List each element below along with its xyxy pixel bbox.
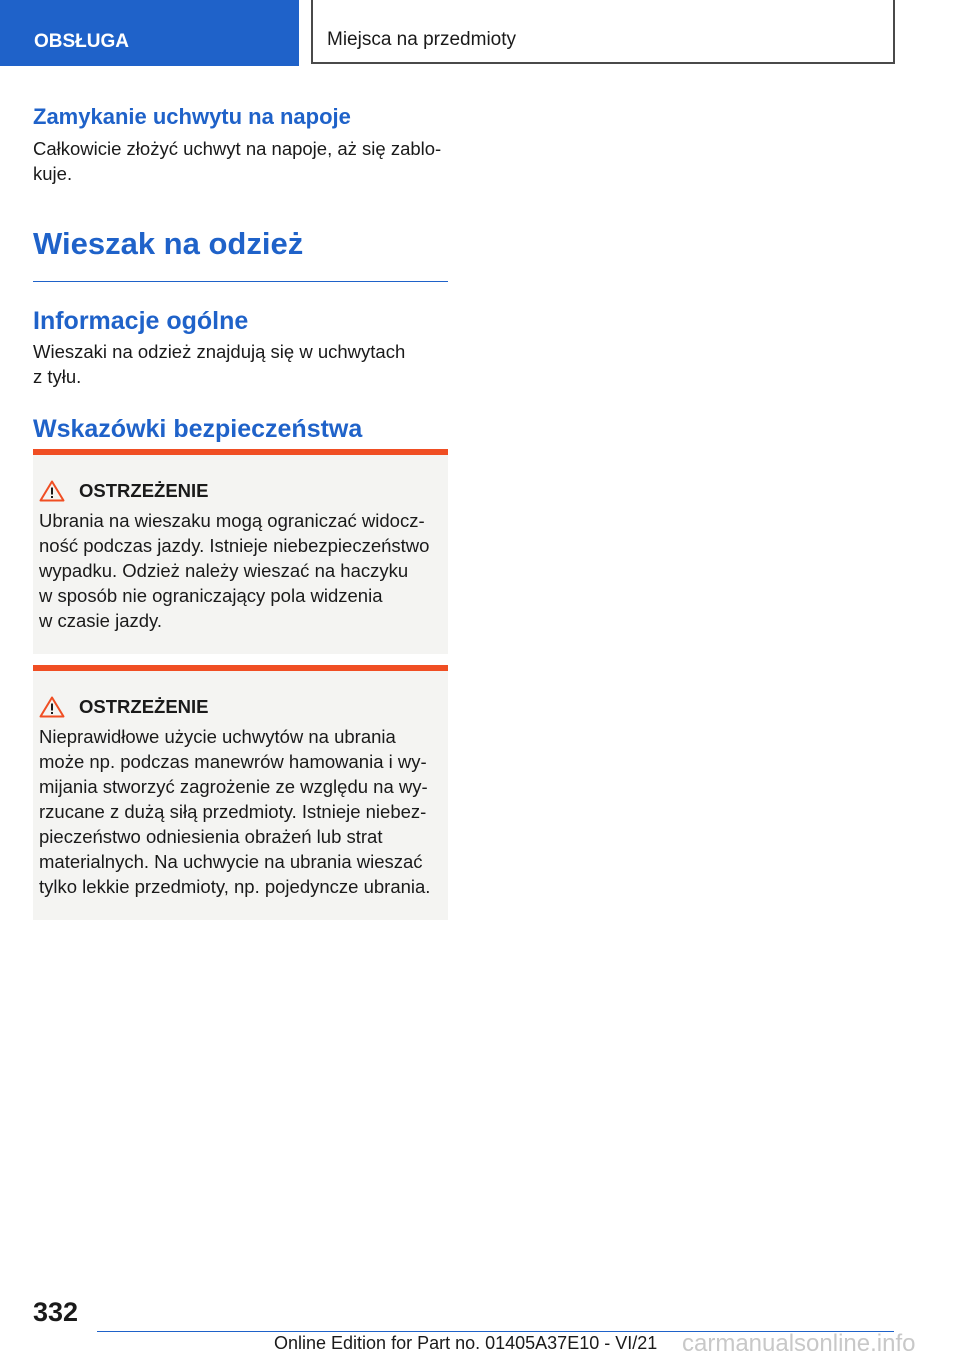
safety-heading: Wskazówki bezpieczeństwa bbox=[33, 415, 363, 443]
closing-line-1: Całkowicie złożyć uchwyt na napoje, aż się zablo- bbox=[33, 138, 442, 159]
main-heading: Wieszak na odzież bbox=[33, 226, 304, 261]
warning-line: w sposób nie ograniczający pola widzenia bbox=[39, 585, 383, 606]
warning-title: OSTRZEŻENIE bbox=[79, 696, 209, 717]
warning-title: OSTRZEŻENIE bbox=[79, 480, 209, 501]
info-line-1: Wieszaki na odzież znajdują się w uchwytach bbox=[33, 341, 406, 362]
edition-text: Online Edition for Part no. 01405A37E10 - VI/21 bbox=[274, 1333, 658, 1353]
chapter-title: Miejsca na przedmioty bbox=[311, 0, 895, 64]
warning-line: wypadku. Odzież należy wieszać na haczyku bbox=[39, 560, 409, 581]
warning-header bbox=[39, 477, 440, 505]
warning-line: Nieprawidłowe użycie uchwytów na ubrania bbox=[39, 726, 396, 747]
closing-heading: Zamykanie uchwytu na napoje bbox=[33, 104, 351, 129]
warning-line: pieczeństwo odniesienia obrażeń lub strat bbox=[39, 826, 383, 847]
warning-header bbox=[39, 693, 440, 721]
warning-line: mijania stworzyć zagrożenie ze względu na wy- bbox=[39, 776, 428, 797]
warning-text bbox=[39, 724, 440, 899]
warning-box-2 bbox=[33, 665, 448, 920]
warning-line: tylko lekkie przedmioty, np. pojedyncze ubrania. bbox=[39, 876, 431, 897]
page-number: 332 bbox=[33, 1297, 79, 1327]
warning-triangle-icon bbox=[39, 480, 65, 502]
closing-line-2: kuje. bbox=[33, 163, 73, 184]
warning-box-1 bbox=[33, 449, 448, 654]
closing-text bbox=[33, 136, 448, 186]
warning-line: Ubrania na wieszaku mogą ograniczać widocz- bbox=[39, 510, 425, 531]
warning-triangle-icon bbox=[39, 696, 65, 718]
warning-line: rzucane z dużą siłą przedmioty. Istnieje niebez- bbox=[39, 801, 427, 822]
warning-text bbox=[39, 508, 440, 633]
watermark: carmanualsonline.info bbox=[682, 1330, 916, 1357]
warning-line: ność podczas jazdy. Istnieje niebezpieczeństwo bbox=[39, 535, 430, 556]
info-line-2: z tyłu. bbox=[33, 366, 82, 387]
content-column bbox=[33, 100, 448, 446]
page-header bbox=[0, 0, 960, 66]
warning-line: może np. podczas manewrów hamowania i wy- bbox=[39, 751, 427, 772]
heading-rule bbox=[33, 281, 448, 282]
info-text bbox=[33, 339, 448, 389]
info-heading: Informacje ogólne bbox=[33, 307, 249, 335]
warning-line: w czasie jazdy. bbox=[39, 610, 163, 631]
section-tab: OBSŁUGA bbox=[0, 0, 299, 66]
warning-line: materialnych. Na uchwycie na ubrania wieszać bbox=[39, 851, 423, 872]
